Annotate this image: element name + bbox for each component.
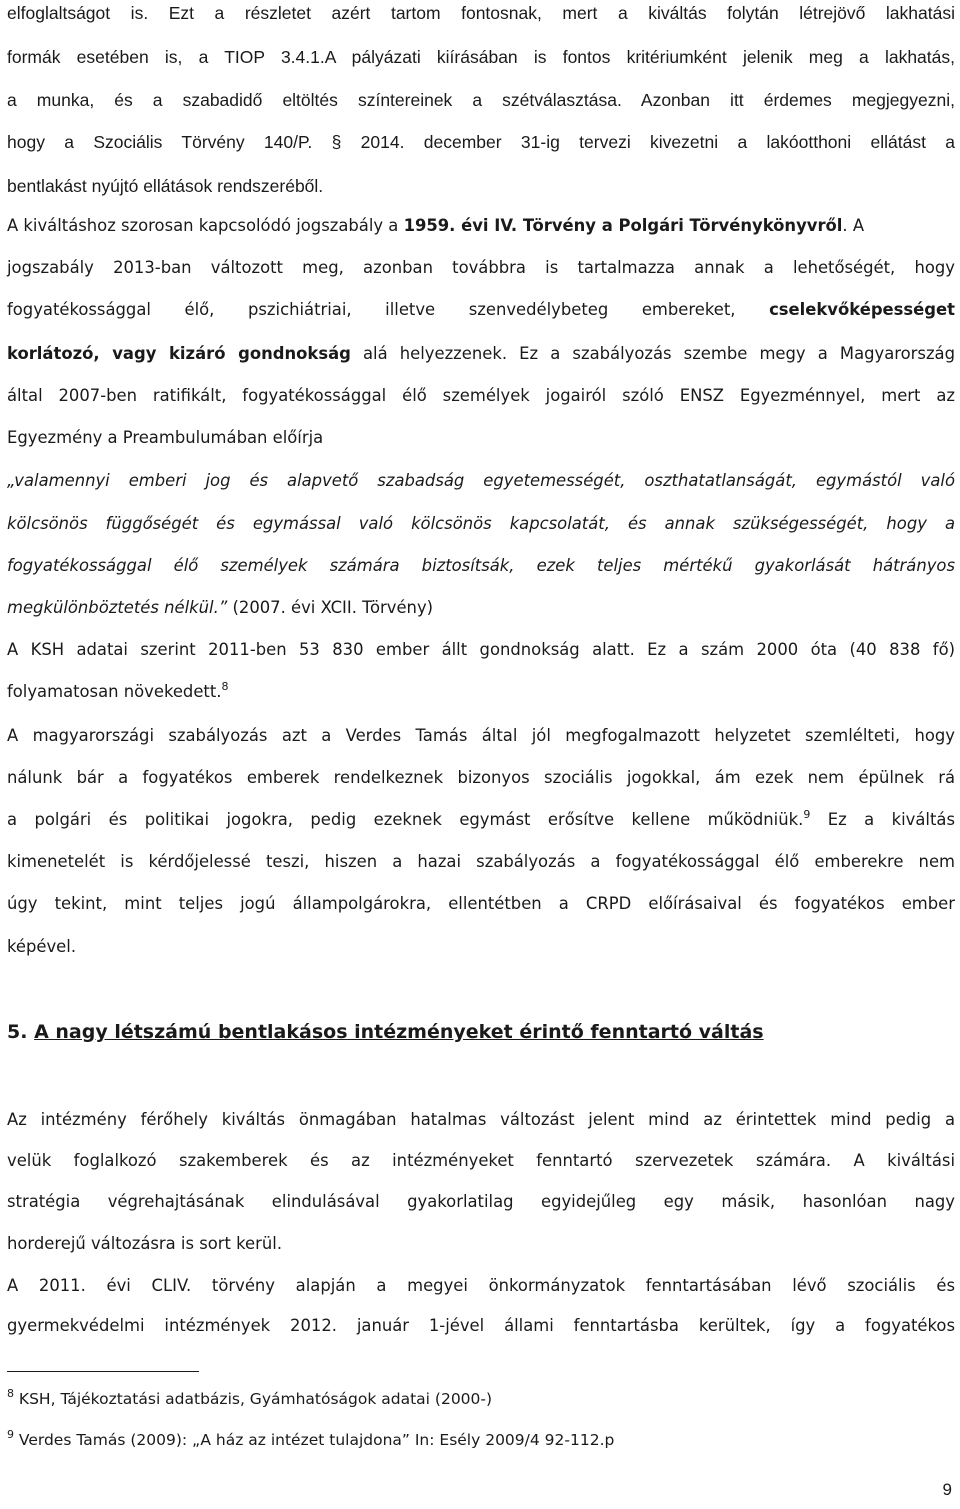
- text-segment: stratégia végrehajtásának elindulásával gyakorlatilag egyidejűleg egy másik, hasonlóan nagy: [7, 1192, 955, 1211]
- footnote-separator: [7, 1371, 199, 1372]
- footnote-number: 8: [7, 1387, 14, 1400]
- text-segment: által 2007-ben ratifikált, fogyatékossággal élő személyek jogairól szóló ENSZ Egyezménnyel, mert az: [7, 386, 955, 405]
- text-line: [7, 469, 955, 493]
- text-line: [7, 1274, 955, 1298]
- text-line: [7, 384, 955, 408]
- text-segment: cselekvőképességet: [769, 300, 955, 319]
- text-line: [7, 1314, 955, 1338]
- text-segment: . A: [842, 216, 865, 235]
- text-segment: horderejű változásra is sort kerül.: [7, 1234, 283, 1253]
- text-line: [7, 174, 955, 198]
- text-line: [7, 638, 955, 662]
- text-segment: hogy a Szociális Törvény 140/P. § 2014. december 31-ig tervezi kivezetni a lakóotthoni ellátást a: [7, 132, 955, 152]
- text-segment: A kiváltáshoz szorosan kapcsolódó jogszabály a: [7, 216, 404, 235]
- text-segment: a munka, és a szabadidő eltöltés színtereinek a szétválasztása. Azonban itt érdemes megjegyezni,: [7, 90, 955, 110]
- text-line: [7, 426, 955, 450]
- text-line: [7, 45, 955, 69]
- text-segment: Az intézmény férőhely kiváltás önmagában hatalmas változást jelent mind az érintettek mind pedig a: [7, 1110, 955, 1129]
- text-segment: velük foglalkozó szakemberek és az intézményeket fenntartó szervezetek számára. A kiváltási: [7, 1151, 955, 1170]
- text-segment: 5.: [7, 1021, 35, 1043]
- text-line: [7, 130, 955, 154]
- text-line: [7, 1108, 955, 1132]
- footnote-number: 9: [7, 1428, 14, 1441]
- footnote: [7, 1429, 614, 1451]
- text-segment: A magyarországi szabályozás azt a Verdes Tamás által jól megfogalmazott helyzetet szemlélteti, hogy: [7, 726, 955, 745]
- text-line: [7, 88, 955, 112]
- text-segment: formák esetében is, a TIOP 3.4.1.A pályázati kiírásában is fontos kritériumként jelenik meg a lakhatás,: [7, 47, 955, 67]
- text-line: [7, 1149, 955, 1173]
- text-segment: úgy tekint, mint teljes jogú állampolgárokra, ellentétben a CRPD előírásaival és fogyatékos ember: [7, 894, 955, 913]
- text-segment: Egyezmény a Preambulumában előírja: [7, 428, 324, 447]
- text-segment: kimenetelét is kérdőjelessé teszi, hiszen a hazai szabályozás a fogyatékossággal élő emberekre nem: [7, 852, 955, 871]
- footnote-ref: 8: [221, 680, 229, 693]
- text-line: [7, 342, 955, 366]
- text-segment: jogszabály 2013-ban változott meg, azonban továbbra is tartalmazza annak a lehetőségét, hogy: [7, 258, 955, 277]
- text-segment: fogyatékossággal élő, pszichiátriai, illetve szenvedélybeteg embereket,: [7, 300, 770, 319]
- text-line: [7, 1, 955, 25]
- text-segment: fogyatékossággal élő személyek számára biztosítsák, ezek teljes mértékű gyakorlását hátrányos: [7, 556, 955, 575]
- text-segment: korlátozó, vagy kizáró gondnokság: [7, 344, 351, 363]
- text-line: [7, 808, 955, 832]
- text-line: [7, 596, 955, 620]
- text-line: [7, 1190, 955, 1214]
- text-line: [7, 680, 955, 704]
- text-segment: gyermekvédelmi intézmények 2012. január 1-jével állami fenntartásba kerültek, így a fogyatékos: [7, 1316, 955, 1335]
- text-line: [7, 935, 955, 959]
- footnote: [7, 1388, 492, 1410]
- text-line: [7, 766, 955, 790]
- text-segment: 1959. évi IV. Törvény a Polgári Törvénykönyvről: [403, 216, 843, 235]
- text-segment: Ez a kiváltás: [810, 810, 955, 829]
- text-segment: A KSH adatai szerint 2011-ben 53 830 ember állt gondnokság alatt. Ez a szám 2000 óta (40 838 fő): [7, 640, 955, 659]
- text-line: [7, 554, 955, 578]
- text-segment: kölcsönös függőségét és egymással való kölcsönös kapcsolatát, és annak szükségességét, hogy a: [7, 514, 955, 533]
- text-segment: (2007. évi XCII. Törvény): [227, 598, 434, 617]
- text-segment: nálunk bár a fogyatékos emberek rendelkeznek bizonyos szociális jogokkal, ám ezek nem épülnek rá: [7, 768, 955, 787]
- text-segment: elfoglaltságot is. Ezt a részletet azért tartom fontosnak, mert a kiváltás folytán létrejövő lakhatási: [7, 3, 955, 23]
- text-segment: folyamatosan növekedett.: [7, 682, 222, 701]
- text-segment: alá helyezzenek. Ez a szabályozás szembe megy a Magyarország: [350, 344, 955, 363]
- text-segment: „valamennyi emberi jog és alapvető szabadság egyetemességét, oszthatatlanságát, egymástól való: [7, 471, 955, 490]
- footnote-ref: 9: [803, 808, 811, 821]
- text-line: [7, 1232, 955, 1256]
- text-line: [7, 892, 955, 916]
- text-segment: A 2011. évi CLIV. törvény alapján a megyei önkormányzatok fenntartásában lévő szociális és: [7, 1276, 955, 1295]
- text-segment: A nagy létszámú bentlakásos intézményeket érintő fenntartó váltás: [34, 1021, 764, 1043]
- text-line: [7, 298, 955, 322]
- text-line: [7, 512, 955, 536]
- text-line: [7, 214, 955, 238]
- text-line: [7, 850, 955, 874]
- page-number: 9: [942, 1480, 952, 1499]
- text-line: [7, 256, 955, 280]
- text-segment: képével.: [7, 937, 77, 956]
- text-segment: a polgári és politikai jogokra, pedig ezeknek egymást erősítve kellene működniük.: [7, 810, 804, 829]
- text-line: [7, 724, 955, 748]
- text-segment: bentlakást nyújtó ellátások rendszeréből.: [7, 176, 324, 196]
- section-heading: [7, 1020, 955, 1044]
- footnote-text: KSH, Tájékoztatási adatbázis, Gyámhatóságok adatai (2000-): [14, 1390, 493, 1408]
- text-segment: megkülönböztetés nélkül.”: [7, 598, 228, 617]
- footnote-text: Verdes Tamás (2009): „A ház az intézet tulajdona” In: Esély 2009/4 92-112.p: [14, 1431, 615, 1449]
